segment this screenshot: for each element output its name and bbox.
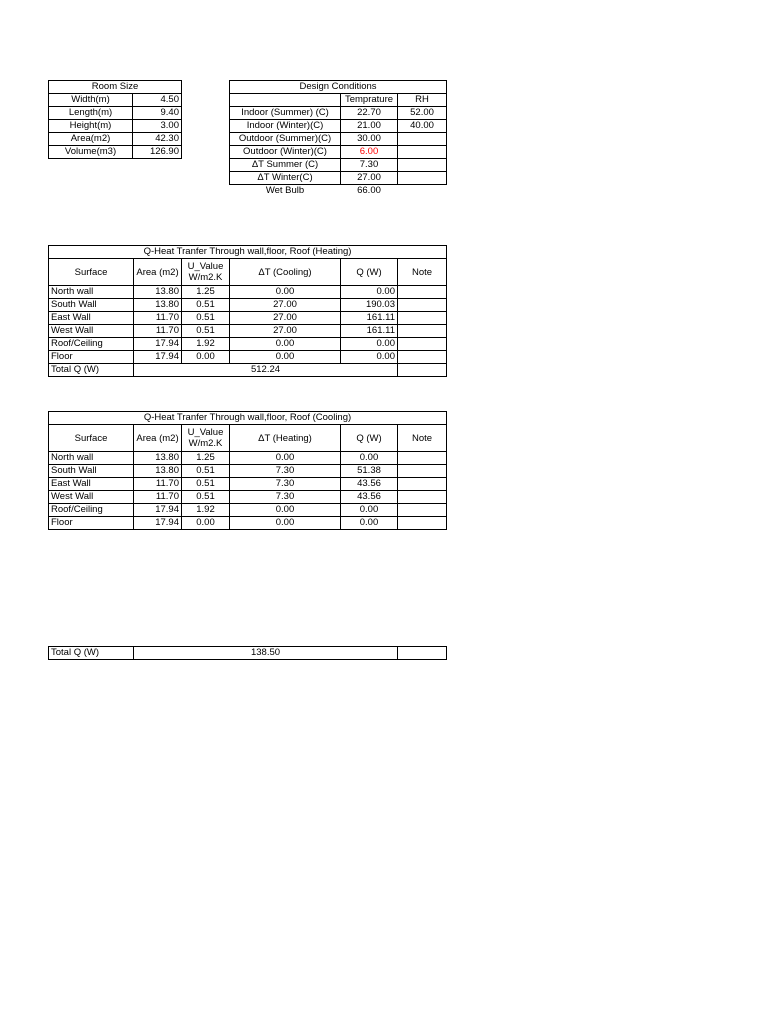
u-value-header bbox=[182, 425, 230, 452]
u-value-cell: 0.51 bbox=[182, 478, 230, 491]
total-label: Total Q (W) bbox=[49, 364, 134, 377]
q-cell: 43.56 bbox=[341, 478, 398, 491]
table-row bbox=[49, 465, 447, 478]
condition-temp: 22.70 bbox=[341, 107, 398, 120]
table-row bbox=[49, 504, 447, 517]
delta-t-cell: 7.30 bbox=[230, 491, 341, 504]
table-row bbox=[49, 312, 447, 325]
condition-label: Outdoor (Winter)(C) bbox=[230, 146, 341, 159]
u-value-cell: 0.51 bbox=[182, 312, 230, 325]
heating-table-title: Q-Heat Tranfer Through wall,floor, Roof (Heating) bbox=[49, 246, 447, 259]
delta-t-cell: 0.00 bbox=[230, 504, 341, 517]
u-value-header-line2: W/m2.K bbox=[188, 438, 223, 449]
area-header: Area (m2) bbox=[134, 425, 182, 452]
u-value-cell: 1.92 bbox=[182, 504, 230, 517]
area-cell: 11.70 bbox=[134, 325, 182, 338]
condition-temp: 27.00 bbox=[341, 172, 398, 185]
surface-cell: South Wall bbox=[49, 465, 134, 478]
u-value-cell: 0.51 bbox=[182, 299, 230, 312]
note-header: Note bbox=[398, 259, 447, 286]
u-value-cell: 1.25 bbox=[182, 452, 230, 465]
total-row bbox=[49, 647, 447, 660]
u-value-cell: 1.92 bbox=[182, 338, 230, 351]
cooling-total-table bbox=[48, 646, 447, 660]
note-cell bbox=[398, 504, 447, 517]
table-row bbox=[49, 478, 447, 491]
note-cell bbox=[398, 286, 447, 299]
area-cell: 13.80 bbox=[134, 465, 182, 478]
surface-cell: North wall bbox=[49, 286, 134, 299]
u-value-header-line2: W/m2.K bbox=[188, 272, 223, 283]
surface-header: Surface bbox=[49, 259, 134, 286]
total-value: 138.50 bbox=[134, 647, 398, 660]
table-row bbox=[49, 325, 447, 338]
surface-cell: East Wall bbox=[49, 478, 134, 491]
blank-cell bbox=[230, 94, 341, 107]
table-row bbox=[49, 452, 447, 465]
table-row bbox=[49, 491, 447, 504]
q-cell: 0.00 bbox=[341, 504, 398, 517]
note-cell bbox=[398, 364, 447, 377]
surface-cell: Roof/Ceiling bbox=[49, 338, 134, 351]
q-cell: 0.00 bbox=[341, 351, 398, 364]
room-size-label: Width(m) bbox=[49, 94, 133, 107]
table-row bbox=[49, 286, 447, 299]
area-header: Area (m2) bbox=[134, 259, 182, 286]
condition-label: Indoor (Summer) (C) bbox=[230, 107, 341, 120]
room-size-label: Area(m2) bbox=[49, 133, 133, 146]
condition-rh: 52.00 bbox=[398, 107, 447, 120]
q-header: Q (W) bbox=[341, 425, 398, 452]
u-value-cell: 0.51 bbox=[182, 325, 230, 338]
table-row bbox=[49, 517, 447, 530]
surface-cell: West Wall bbox=[49, 325, 134, 338]
total-value: 512.24 bbox=[134, 364, 398, 377]
u-value-cell: 0.00 bbox=[182, 351, 230, 364]
room-size-label: Volume(m3) bbox=[49, 146, 133, 159]
area-cell: 13.80 bbox=[134, 286, 182, 299]
room-size-label: Length(m) bbox=[49, 107, 133, 120]
u-value-cell: 0.51 bbox=[182, 465, 230, 478]
q-cell: 0.00 bbox=[341, 286, 398, 299]
room-size-table bbox=[48, 80, 182, 159]
condition-rh bbox=[398, 133, 447, 146]
q-cell: 190.03 bbox=[341, 299, 398, 312]
area-cell: 11.70 bbox=[134, 491, 182, 504]
delta-t-cell: 27.00 bbox=[230, 299, 341, 312]
cooling-table-title: Q-Heat Tranfer Through wall,floor, Roof (Cooling) bbox=[49, 412, 447, 425]
condition-label: Outdoor (Summer)(C) bbox=[230, 133, 341, 146]
area-cell: 11.70 bbox=[134, 478, 182, 491]
area-cell: 17.94 bbox=[134, 504, 182, 517]
total-row bbox=[49, 364, 447, 377]
condition-label: ΔT Winter(C) bbox=[230, 172, 341, 185]
total-label: Total Q (W) bbox=[49, 647, 134, 660]
surface-cell: Floor bbox=[49, 351, 134, 364]
condition-temp-highlighted: 6.00 bbox=[341, 146, 398, 159]
u-value-header-line1: U_Value bbox=[187, 261, 224, 272]
rh-header: RH bbox=[398, 94, 447, 107]
note-cell bbox=[398, 517, 447, 530]
area-cell: 13.80 bbox=[134, 452, 182, 465]
delta-t-cell: 0.00 bbox=[230, 338, 341, 351]
blank-cell bbox=[398, 185, 447, 198]
area-cell: 17.94 bbox=[134, 517, 182, 530]
room-size-label: Height(m) bbox=[49, 120, 133, 133]
surface-cell: North wall bbox=[49, 452, 134, 465]
q-cell: 161.11 bbox=[341, 325, 398, 338]
wet-bulb-label: Wet Bulb bbox=[265, 185, 305, 197]
u-value-header-line1: U_Value bbox=[187, 427, 224, 438]
delta-t-cell: 27.00 bbox=[230, 325, 341, 338]
q-cell: 0.00 bbox=[341, 517, 398, 530]
heating-table bbox=[48, 245, 447, 377]
area-cell: 17.94 bbox=[134, 338, 182, 351]
surface-header: Surface bbox=[49, 425, 134, 452]
delta-t-header: ΔT (Heating) bbox=[230, 425, 341, 452]
condition-rh bbox=[398, 172, 447, 185]
q-cell: 43.56 bbox=[341, 491, 398, 504]
condition-rh bbox=[398, 146, 447, 159]
table-row bbox=[49, 299, 447, 312]
condition-temp: 21.00 bbox=[341, 120, 398, 133]
delta-t-header: ΔT (Cooling) bbox=[230, 259, 341, 286]
q-cell: 0.00 bbox=[341, 338, 398, 351]
room-size-value: 4.50 bbox=[133, 94, 182, 107]
note-cell bbox=[398, 647, 447, 660]
q-cell: 51.38 bbox=[341, 465, 398, 478]
room-size-value: 3.00 bbox=[133, 120, 182, 133]
note-cell bbox=[398, 325, 447, 338]
room-size-title: Room Size bbox=[49, 81, 182, 94]
wet-bulb-value: 66.00 bbox=[357, 185, 381, 197]
u-value-cell: 0.00 bbox=[182, 517, 230, 530]
note-cell bbox=[398, 299, 447, 312]
q-header: Q (W) bbox=[341, 259, 398, 286]
u-value-cell: 1.25 bbox=[182, 286, 230, 299]
note-cell bbox=[398, 465, 447, 478]
delta-t-cell: 0.00 bbox=[230, 351, 341, 364]
table-row bbox=[49, 338, 447, 351]
delta-t-cell: 7.30 bbox=[230, 465, 341, 478]
area-cell: 11.70 bbox=[134, 312, 182, 325]
u-value-header bbox=[182, 259, 230, 286]
delta-t-cell: 0.00 bbox=[230, 452, 341, 465]
note-cell bbox=[398, 491, 447, 504]
area-cell: 17.94 bbox=[134, 351, 182, 364]
design-conditions-title: Design Conditions bbox=[230, 81, 447, 94]
surface-cell: Roof/Ceiling bbox=[49, 504, 134, 517]
room-size-value: 126.90 bbox=[133, 146, 182, 159]
q-cell: 0.00 bbox=[341, 452, 398, 465]
surface-cell: Floor bbox=[49, 517, 134, 530]
room-size-value: 42.30 bbox=[133, 133, 182, 146]
area-cell: 13.80 bbox=[134, 299, 182, 312]
surface-cell: West Wall bbox=[49, 491, 134, 504]
condition-label: ΔT Summer (C) bbox=[230, 159, 341, 172]
delta-t-cell: 7.30 bbox=[230, 478, 341, 491]
note-cell bbox=[398, 312, 447, 325]
temperature-header: Temprature bbox=[341, 94, 398, 107]
q-cell: 161.11 bbox=[341, 312, 398, 325]
cooling-table bbox=[48, 411, 447, 530]
condition-rh bbox=[398, 159, 447, 172]
condition-label: Indoor (Winter)(C) bbox=[230, 120, 341, 133]
delta-t-cell: 27.00 bbox=[230, 312, 341, 325]
surface-cell: East Wall bbox=[49, 312, 134, 325]
delta-t-cell: 0.00 bbox=[230, 286, 341, 299]
surface-cell: South Wall bbox=[49, 299, 134, 312]
note-cell bbox=[398, 338, 447, 351]
table-row bbox=[49, 351, 447, 364]
note-cell bbox=[398, 351, 447, 364]
condition-temp: 7.30 bbox=[341, 159, 398, 172]
note-header: Note bbox=[398, 425, 447, 452]
condition-temp: 30.00 bbox=[341, 133, 398, 146]
delta-t-cell: 0.00 bbox=[230, 517, 341, 530]
design-conditions-table bbox=[229, 80, 447, 198]
condition-rh: 40.00 bbox=[398, 120, 447, 133]
room-size-value: 9.40 bbox=[133, 107, 182, 120]
u-value-cell: 0.51 bbox=[182, 491, 230, 504]
note-cell bbox=[398, 478, 447, 491]
note-cell bbox=[398, 452, 447, 465]
